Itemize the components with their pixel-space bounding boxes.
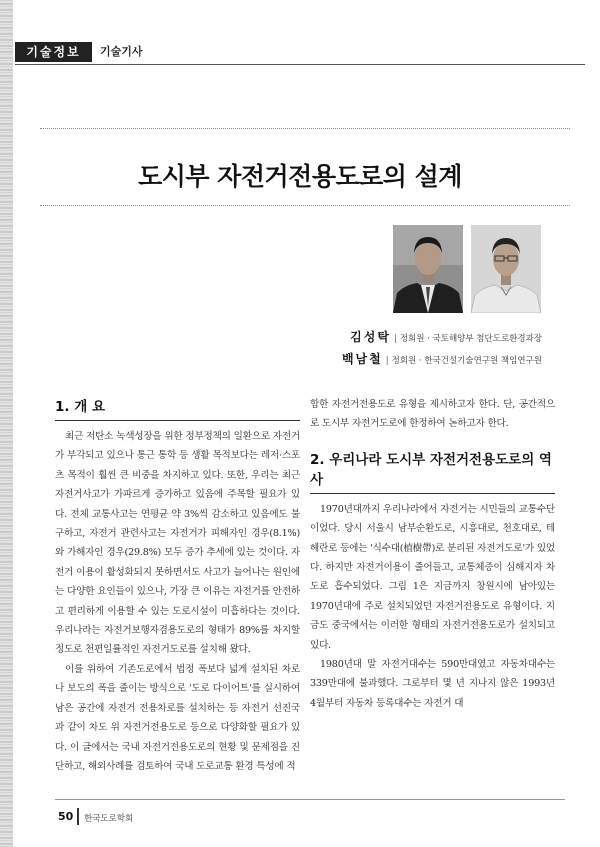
- body-paragraph: 1970년대까지 우리나라에서 자전거는 시민들의 교통수단이었다. 당시 서울시 남부순환도로, 시흥대로, 천호대로, 테헤란로 등에는 '식수대(植樹帶)로 분리된 자전거도로'가 있었다. 하지만 자전거이용이 줄어들고, 교통체증이 심해지자 차도로 흡수되었다. 그림 1은 지금까지 창원시에 남아있는 1970년대에 주로 설치되었던 자전거전용도로 유형이다. 지금도 중국에서는 이러한 형태의 자전거전용도로가 설치되고 있다.: [310, 503, 555, 651]
- category-tag: 기술정보: [15, 42, 92, 62]
- header-rule: [15, 64, 585, 65]
- author-name: 김성탁: [350, 330, 391, 344]
- body-paragraph-continued: 합한 자전거전용도로 유형을 제시하고자 한다. 단, 공간적으로 도시부 자전거도로에 한정하여 논하고자 한다.: [310, 399, 555, 430]
- title-bottom-divider: [40, 205, 570, 206]
- body-paragraph: 최근 저탄소 녹색성장을 위한 정부정책의 일환으로 자전거가 부각되고 있으나 통근 통학 등 생활 목적보다는 레저·스포츠 목적이 훨씬 큰 비중을 차지하고 있다. 또한, 우리는 최근 자전거사고가 가파르게 증가하고 있음에 주목할 필요가 있다. 전체 교통사고는 연평균 약 3%씩 감소하고 있음에도 불구하고, 자전거 관련사고는 자전거가 피해자인 경우(8.1%)와 가해자인 경우(29.8%) 모두 증가 추세에 있는 것이다. 자전거 이용이 활성화되지 못하면서도 사고가 늘어나는 원인에는 다양한 요인들이 있으나, 가장 큰 이유는 자전거를 안전하고 편리하게 이용할 수 있는 도로시설이 미흡하다는 것이다. 우리나라는 자전거보행자겸용도로의 형태가 89%를 차지할 정도로 천편일률적인 자전거도로를 설치해 왔다.: [55, 431, 300, 656]
- author-affiliation: 정회원 · 국토해양부 첨단도로환경과장: [399, 334, 542, 344]
- journal-name: 한국도로학회: [84, 814, 134, 824]
- author-entry: 백남철 | 정회원 · 한국건설기술연구원 책임연구원: [341, 352, 542, 366]
- author-photo-baek: [471, 225, 541, 313]
- scan-edge: [0, 0, 13, 847]
- title-top-divider: [40, 128, 570, 129]
- subcategory-label: 기술기사: [100, 45, 143, 58]
- article-title: 도시부 자전거전용도로의 설계: [138, 162, 462, 191]
- right-column: [310, 395, 555, 713]
- footer-rule: [55, 799, 565, 800]
- author-photo-kim: [393, 225, 463, 313]
- author-entry: 김성탁 | 정회원 · 국토해양부 첨단도로환경과장: [350, 330, 542, 344]
- body-paragraph: 1980년대 말 자전거대수는 590만대였고 자동차대수는 339만대에 불과했다. 그로부터 몇 년 지나지 않은 1993년 4월부터 자동차 등록대수는 자전거 대: [310, 659, 555, 709]
- section-title: 2. 우리나라 도시부 자전거전용도로의 역사: [310, 448, 555, 494]
- author-name: 백남철: [341, 352, 383, 366]
- section-title: 1. 개 요: [55, 395, 300, 421]
- left-column: [55, 395, 300, 776]
- footer-separator: [77, 808, 79, 825]
- author-list: [342, 327, 542, 371]
- author-affiliation: 정회원 · 한국건설기술연구원 책임연구원: [391, 356, 542, 366]
- body-paragraph: 이를 위하여 기존도로에서 법정 폭보다 넓게 설치된 차로나 보도의 폭을 줄이는 방식으로 '도로 다이어트'를 실시하여 남은 공간에 자전거 전용차로를 설치하는 등 자전거 선진국과 같이 차도 위 자전거전용도로 등으로 다양화할 필요가 있다. 이 글에서는 국내 자전거전용도로의 현황 및 문제점을 진단하고, 해외사례를 검토하여 국내 도로교통 환경 특성에 적: [55, 663, 300, 772]
- page-number: 50: [58, 810, 74, 823]
